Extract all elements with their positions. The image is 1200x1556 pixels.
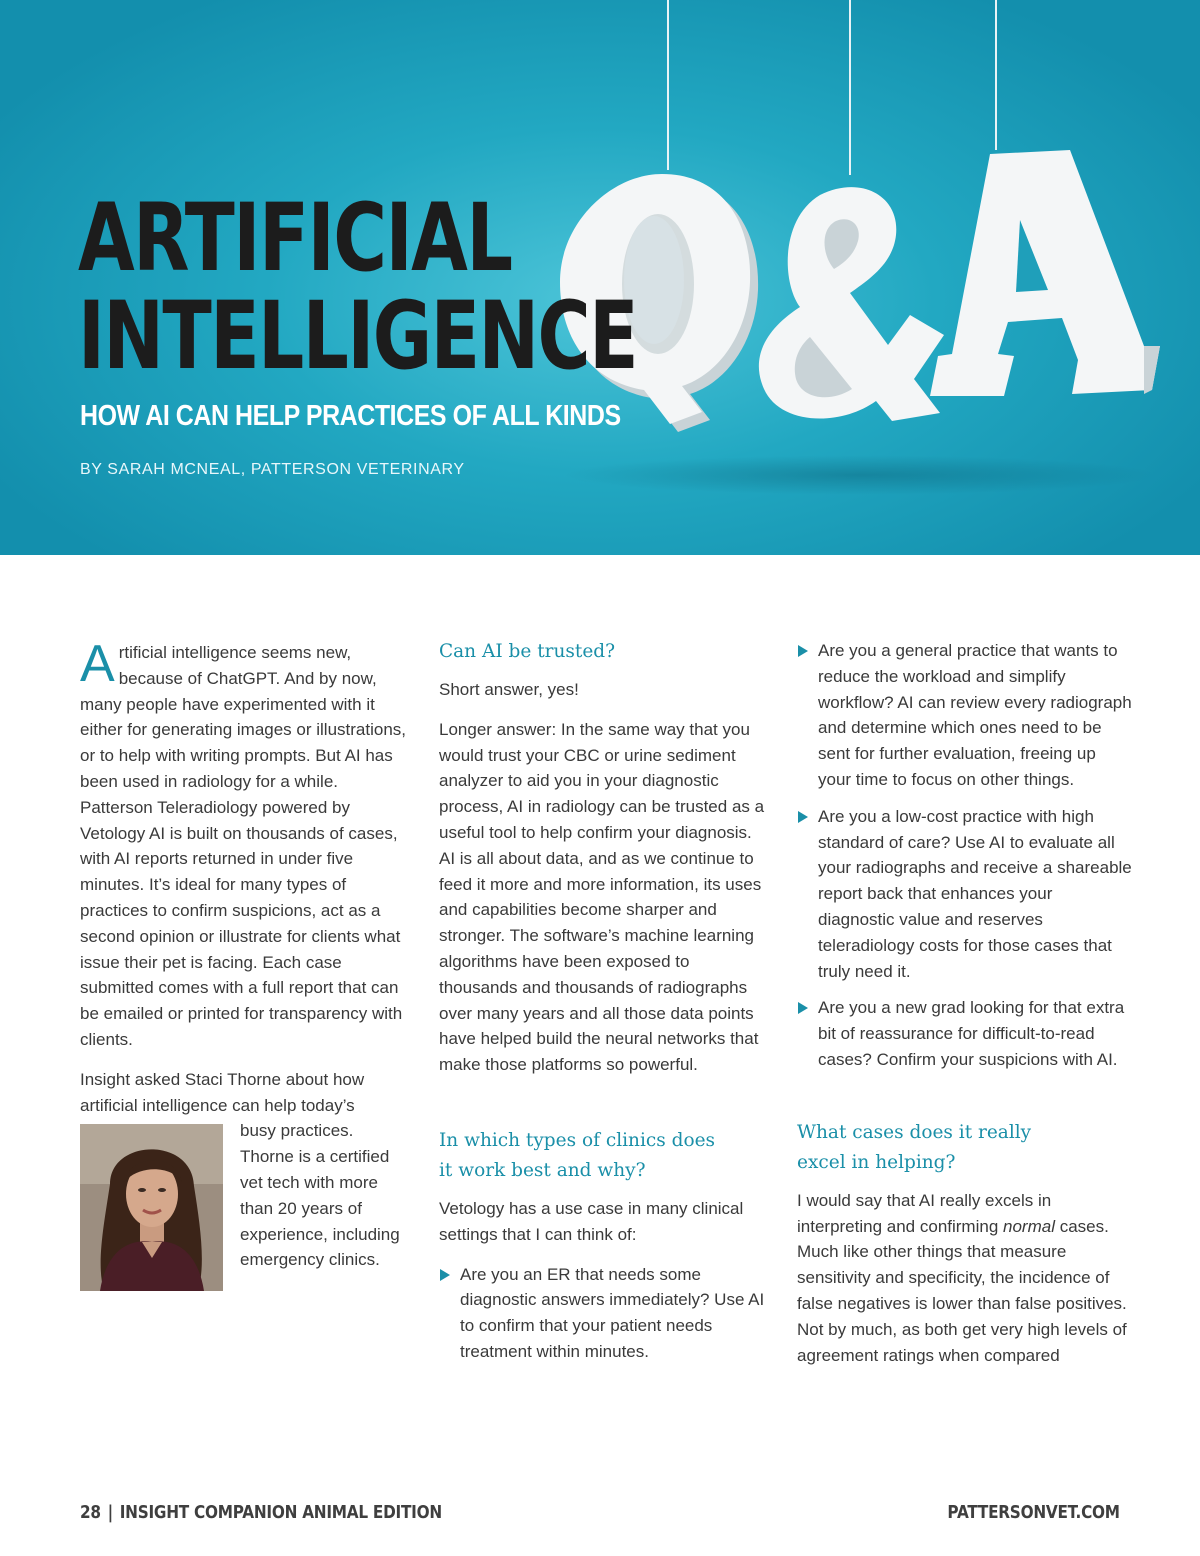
use-case-item <box>797 804 1132 985</box>
use-case-text: Are you a low-cost practice with high standard of care? Use AI to evaluate all your radiographs and receive a shareable report back that enhances your diagnostic value and reserves teleradiology costs for those cases that truly need it. <box>818 806 1132 981</box>
footer-separator: | <box>107 1502 113 1523</box>
use-case-list-1 <box>439 1262 769 1365</box>
use-case-text: Are you a general practice that wants to reduce the workload and simplify workflow? AI can review every radiograph and determine which ones need to be sent for further evaluation, freeing up your time to focus on other things. <box>818 641 1132 789</box>
page-number: 28 <box>80 1502 101 1523</box>
footer-publication <box>80 1502 442 1523</box>
portrait-block <box>80 1118 410 1295</box>
subtitle: HOW AI CAN HELP PRACTICES OF ALL KINDS <box>80 400 621 432</box>
question-heading-2: In which types of clinics does it work best and why? <box>439 1129 716 1181</box>
answer-clinics: Vetology has a use case in many clinical settings that I can think of: <box>439 1198 744 1244</box>
title-line-1: ARTIFICIAL <box>78 184 512 293</box>
answer-excel-text-1: I would say that AI really excels in interpreting and confirming <box>797 1190 1052 1236</box>
drop-cap: A <box>80 635 115 693</box>
title-line-2: INTELLIGENCE <box>78 282 638 391</box>
use-case-item <box>439 1262 769 1365</box>
hero-banner <box>0 0 1200 555</box>
staci-thorne-photo <box>80 1124 223 1291</box>
answer-long: Longer answer: In the same way that you would trust your CBC or urine sediment analyzer to aid you in your diagnostic process, AI in radiology can be trusted as a useful tool to help confirm your diagnosis. AI is all about data, and as we continue to feed it more and more information, its uses and capabilities become sharper and stronger. The software’s machine learning algorithms have been exposed to thousands and thousands of radiographs over many years and all those data points have helped build the neural networks that make those platforms so powerful. <box>439 719 765 1075</box>
article-column-2 <box>439 637 769 1376</box>
answer-excel-text-2: cases. Much like other things that measure sensitivity and specificity, the incidence of false negatives is lower than false positives. Not by much, as both get very high levels of agreement ratings when compared <box>797 1216 1127 1365</box>
letter-a-art <box>930 150 1160 396</box>
bullet-triangle-icon <box>798 645 808 657</box>
interview-intro-wrap: busy practices. Thorne is a certified vet tech with more than 20 years of experience, including emergency clinics. <box>240 1121 400 1270</box>
use-case-item <box>797 995 1132 1072</box>
publication-name: INSIGHT COMPANION ANIMAL EDITION <box>119 1502 442 1523</box>
question-heading-1: Can AI be trusted? <box>439 641 616 662</box>
question-heading-3: What cases does it really excel in helping? <box>797 1121 1032 1173</box>
use-case-item <box>797 638 1132 793</box>
byline: BY SARAH MCNEAL, PATTERSON VETERINARY <box>80 461 465 478</box>
intro-text: rtificial intelligence seems new, because of ChatGPT. And by now, many people have experimented with it either for generating images or illustrations, or to help with writing prompts. But AI has been used in radiology for a while. Patterson Teleradiology powered by Vetology AI is built on thousands of cases, with AI reports returned in under five minutes. It’s ideal for many types of practices to confirm suspicions, act as a second opinion or illustrate for clients what issue their pet is facing. Each case submitted comes with a full report that can be emailed or printed for transparency with clients. <box>80 643 406 1049</box>
answer-excel-emphasis: normal <box>1003 1216 1055 1236</box>
bullet-triangle-icon <box>798 1002 808 1014</box>
bullet-triangle-icon <box>440 1269 450 1281</box>
answer-short: Short answer, yes! <box>439 680 579 699</box>
interview-intro-lead: Insight asked Staci Thorne about how artificial intelligence can help today’s <box>80 1069 365 1115</box>
intro-paragraph <box>80 635 410 1053</box>
ampersand-art <box>759 187 944 421</box>
bullet-triangle-icon <box>798 811 808 823</box>
use-case-list-2 <box>797 638 1132 1073</box>
article-column-1 <box>80 635 410 1295</box>
answer-excel <box>797 1188 1132 1369</box>
use-case-text: Are you a new grad looking for that extra bit of reassurance for difficult-to-read cases? Confirm your suspicions with AI. <box>818 998 1125 1069</box>
article-column-3 <box>797 638 1132 1382</box>
footer-website[interactable]: PATTERSONVET.COM <box>947 1502 1120 1523</box>
use-case-text: Are you an ER that needs some diagnostic answers immediately? Use AI to confirm that your patient needs treatment within minutes. <box>460 1264 765 1361</box>
